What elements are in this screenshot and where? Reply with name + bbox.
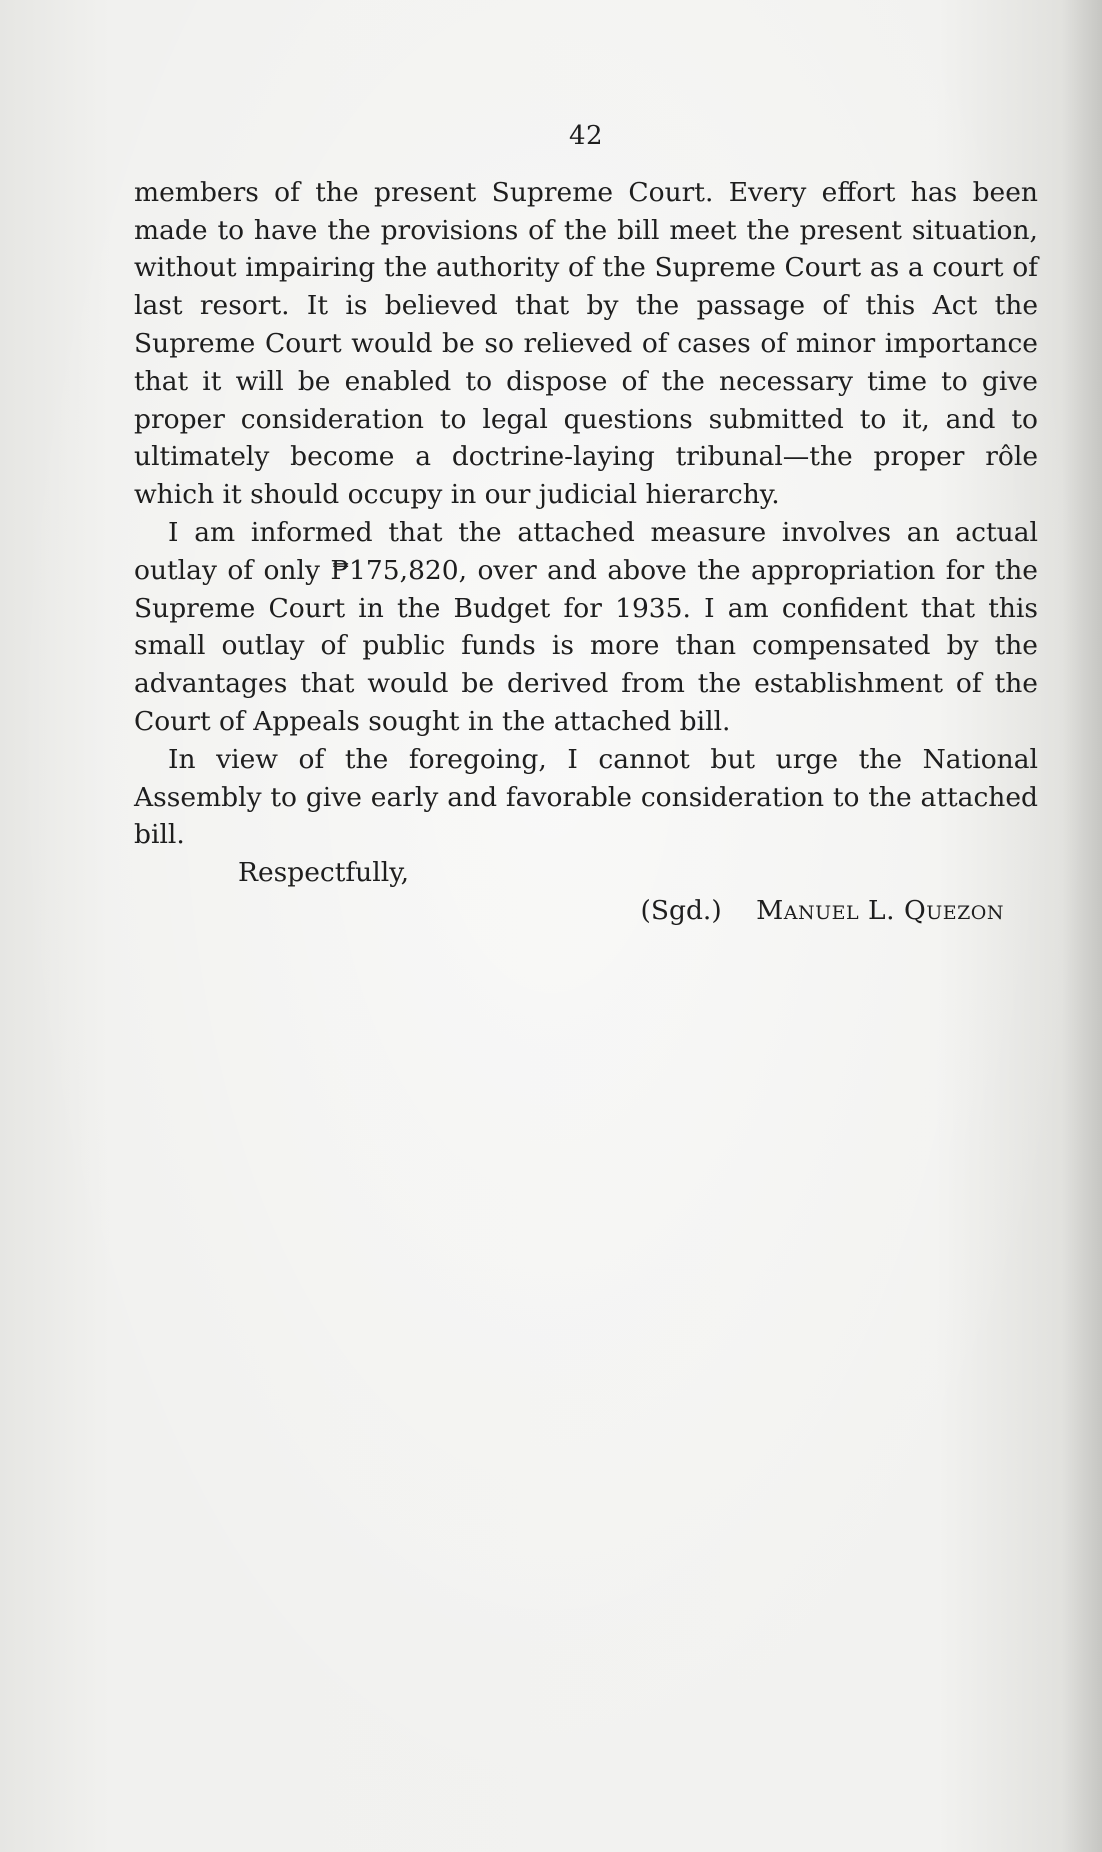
page-edge-shadow bbox=[1062, 0, 1102, 1852]
paragraph-2: I am informed that the attached measure involves an actual outlay of only ₱175,820, over and above the appropriation for the Supreme Court in the Budget for 1935. I am confident that this small outlay of public funds is more than compensated by the advantages that would be derived from the establishment of the Court of Appeals sought in the attached bill. bbox=[134, 516, 1038, 737]
paragraph-3: In view of the foregoing, I cannot but urge the National Assembly to give early and favorable consideration to the attached bill. bbox=[134, 743, 1038, 851]
signature-prefix: (Sgd.) bbox=[640, 894, 722, 926]
paragraph-1: members of the present Supreme Court. Every effort has been made to have the provisions of the bill meet the present situation, without impairing the authority of the Supreme Court as a court of last resort. It is believed that by the passage of this Act the Supreme Court would be so relieved of cases of minor importance that it will be enabled to dispose of the necessary time to give proper consideration to legal questions submitted to it, and to ultimately become a doctrine-laying tribunal—the proper rôle which it should occupy in our judicial hierarchy. bbox=[134, 176, 1038, 511]
closing-salutation: Respectfully, bbox=[238, 857, 410, 889]
text-block bbox=[134, 118, 1038, 930]
page-number: 42 bbox=[568, 121, 604, 151]
signatory-name: Manuel L. Quezon bbox=[756, 894, 1004, 926]
signature-line bbox=[134, 892, 1038, 930]
